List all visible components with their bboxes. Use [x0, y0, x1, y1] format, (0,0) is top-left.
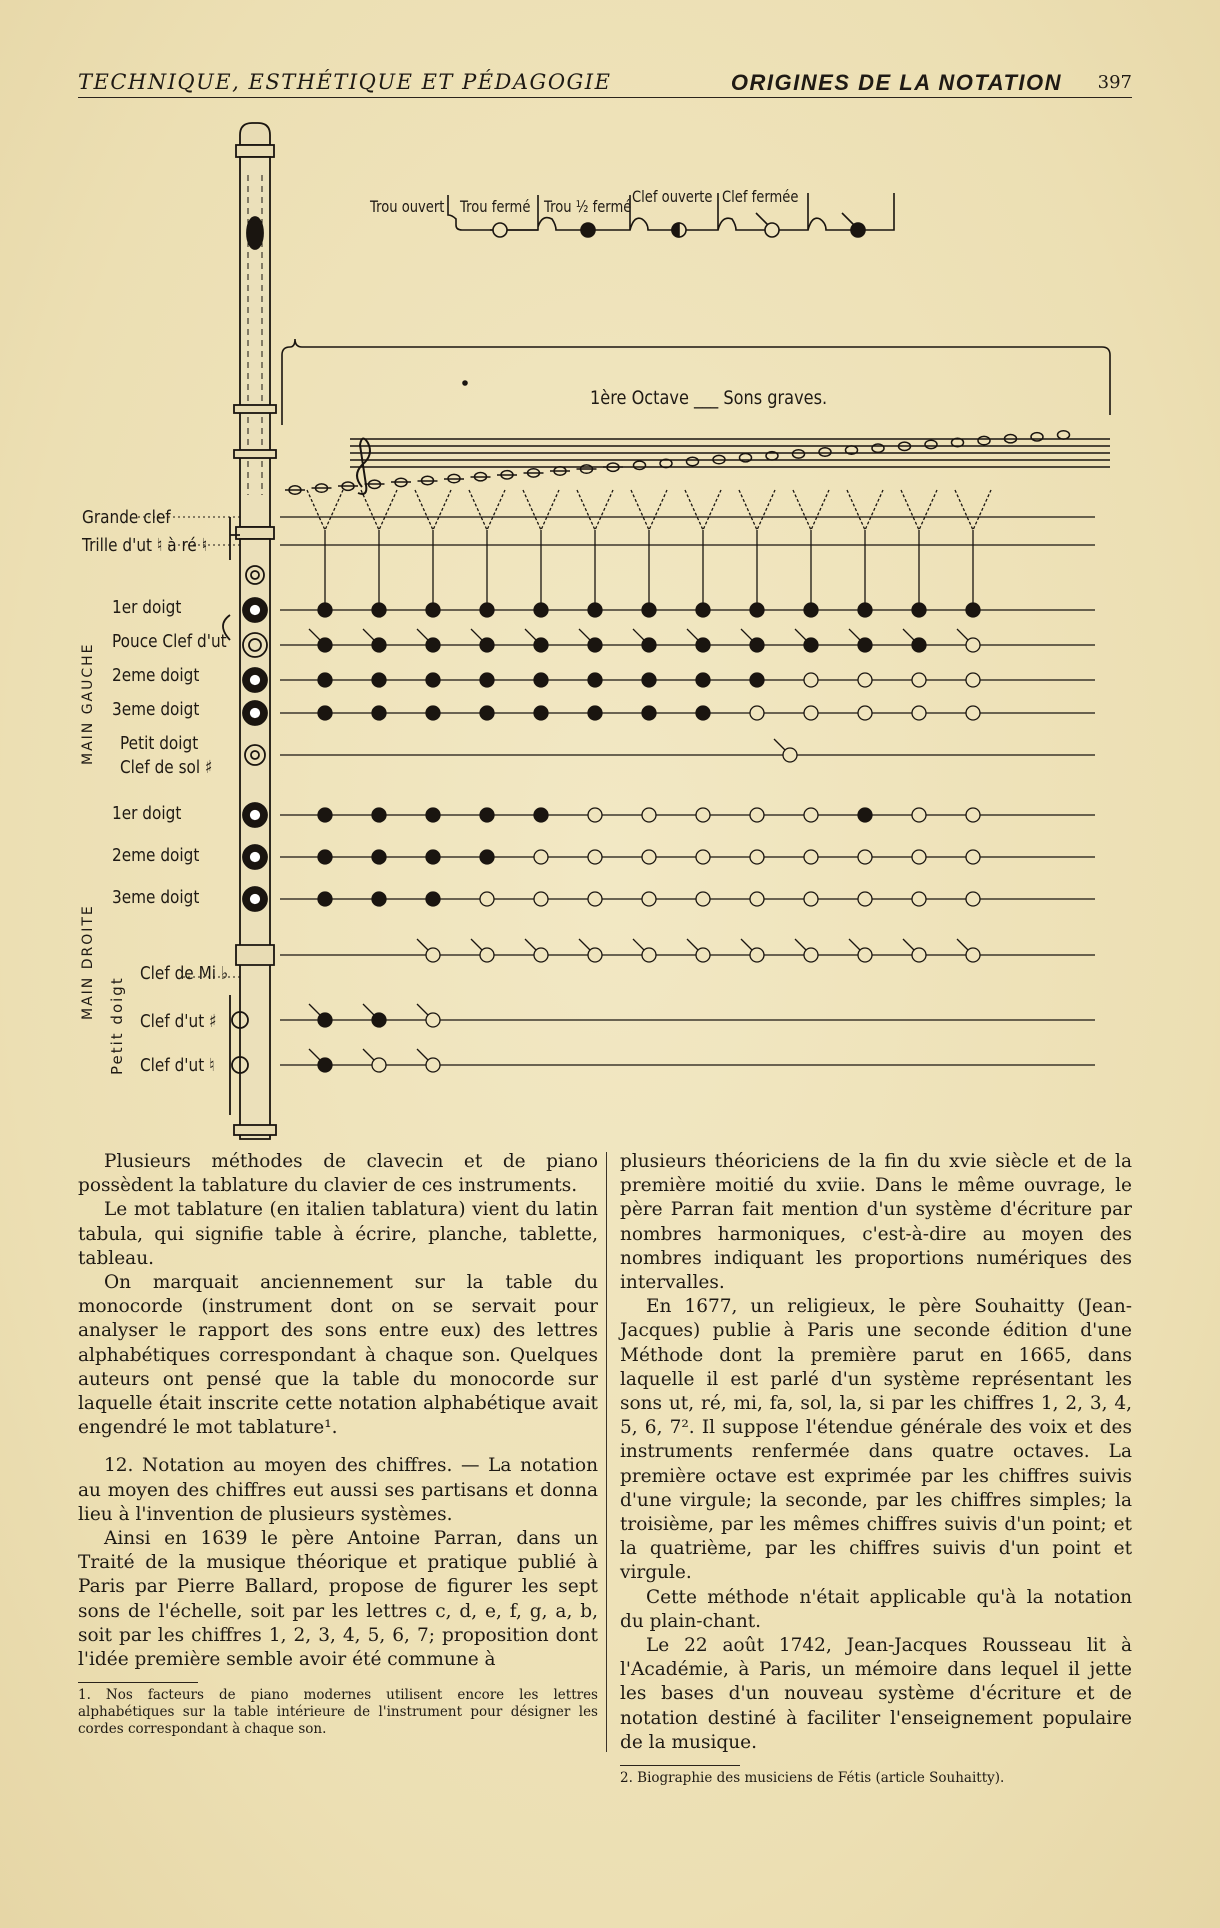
- key-closed: [642, 638, 656, 652]
- key-stem: [309, 629, 320, 640]
- hole-closed: [750, 603, 764, 617]
- hole-open: [588, 850, 602, 864]
- note-head: [1058, 431, 1070, 439]
- hole-closed: [642, 673, 656, 687]
- paragraph-theoriciens: plusieurs théoriciens de la fin du xvie siècle et de la première moitié du xviie. Dans le même ouvrage, le père Parran fait mention d'un système d'écriture par nombres harmoniques, c'est-à-dire au moyen des nombres indiquant les proportions numériques des intervalles.: [620, 1151, 1132, 1294]
- key-stem: [471, 629, 482, 640]
- key-stem: [849, 939, 860, 950]
- key-stem: [774, 739, 785, 750]
- hole-closed: [426, 706, 440, 720]
- key-stem: [417, 1049, 428, 1060]
- key-stem: [525, 939, 536, 950]
- paragraph-clavecin: Plusieurs méthodes de clavecin et de piano possèdent la tablature du clavier de ces instruments.: [78, 1151, 598, 1197]
- hole-open: [912, 808, 926, 822]
- key-closed: [750, 638, 764, 652]
- key-stem: [309, 1049, 320, 1060]
- key-open: [966, 638, 980, 652]
- label-pouce: Pouce Clef d'ut: [112, 631, 227, 652]
- key-closed: [318, 1013, 332, 1027]
- label-petit-doigt: Petit doigt: [120, 733, 199, 754]
- header-right-title: ORIGINES DE LA NOTATION: [730, 70, 1062, 95]
- note-head: [687, 457, 699, 465]
- hole-closed: [534, 673, 548, 687]
- hole-closed: [588, 706, 602, 720]
- key-closed: [804, 638, 818, 652]
- key-open: [858, 948, 872, 962]
- note-head: [819, 448, 831, 456]
- key-open: [426, 1058, 440, 1072]
- column-divider: [606, 1152, 607, 1752]
- paragraph-parran: Ainsi en 1639 le père Antoine Parran, dans un Traité de la musique théorique et pratique publié à Paris par Pierre Ballard, propose de figurer les sept sons de l'échelle, soit par les lettres c, d, e, f, g, a, b, soit par les chiffres 1, 2, 3, 4, 5, 6, 7; proposition dont l'idée première semble avoir été commune à: [78, 1528, 598, 1671]
- key-open: [696, 948, 710, 962]
- funnel: [523, 490, 559, 530]
- key-open: [804, 948, 818, 962]
- hole-open: [966, 850, 980, 864]
- key-stem: [579, 939, 590, 950]
- hole-open: [480, 892, 494, 906]
- label-g-3eme-doigt: 3eme doigt: [112, 699, 200, 720]
- hole-open: [750, 850, 764, 864]
- hole-closed: [804, 603, 818, 617]
- hole-open: [966, 673, 980, 687]
- paragraph-souhaitty: En 1677, un religieux, le père Souhaitty (Jean-Jacques) publie à Paris une seconde édition d'une Méthode dont la première parut en 1665, dans laquelle il est parlé d'un système représentant les sons ut, ré, mi, fa, sol, la, si par les chiffres 1, 2, 3, 4, 5, 6, 7². Il suppose l'étendue générale des voix et des instruments renfermée dans quatre octaves. La première octave est exprimée par les chiffres suivis d'une virgule; la seconde, par les chiffres simples; la troisième, par les mêmes chiffres suivis d'un point; et la quatrième, par les chiffres suivis d'un point et virgule.: [620, 1296, 1132, 1584]
- key-stem: [795, 939, 806, 950]
- label-main-gauche: MAIN GAUCHE: [80, 642, 96, 765]
- hole-open: [750, 892, 764, 906]
- key-closed: [858, 638, 872, 652]
- key-stem: [363, 629, 374, 640]
- label-trille: Trille d'ut ♮ à ré ♮: [82, 535, 208, 556]
- hole-open: [696, 892, 710, 906]
- hole-open: [858, 892, 872, 906]
- hole-open: [696, 808, 710, 822]
- hole-closed: [372, 892, 386, 906]
- hole-open: [912, 892, 926, 906]
- key-stem: [633, 939, 644, 950]
- hole-open: [804, 706, 818, 720]
- hole-closed: [372, 706, 386, 720]
- key-open: [750, 948, 764, 962]
- hole-closed: [480, 850, 494, 864]
- label-clef-mi-bemol: Clef de Mi ♭: [140, 963, 229, 984]
- paragraph-notation-chiffres: 12. Notation au moyen des chiffres. — La notation au moyen des chiffres eut aussi ses partisans et donna lieu à l'invention de plusieurs systèmes.: [78, 1455, 598, 1525]
- hole-closed: [912, 603, 926, 617]
- header-left-title: TECHNIQUE, ESTHÉTIQUE ET PÉDAGOGIE: [78, 70, 612, 94]
- label-clef-sol: Clef de sol ♯: [120, 757, 213, 778]
- key-stem: [687, 939, 698, 950]
- key-closed: [534, 638, 548, 652]
- key-open: [480, 948, 494, 962]
- key-open: [534, 948, 548, 962]
- key-stem: [957, 629, 968, 640]
- key-open: [372, 1058, 386, 1072]
- note-head: [978, 436, 990, 444]
- hole-closed: [318, 673, 332, 687]
- label-d-2eme-doigt: 2eme doigt: [112, 845, 200, 866]
- label-grande-clef: Grande clef: [82, 507, 171, 528]
- note-head: [634, 461, 646, 469]
- legend-clef-ouverte: Clef ouverte: [632, 187, 713, 206]
- paragraph-tablature: Le mot tablature (en italien tablatura) vient du latin tabula, qui signifie table à écrire, planche, tablette, tableau.: [78, 1199, 598, 1269]
- key-closed: [372, 1013, 386, 1027]
- flute-fingering-figure: [80, 115, 1130, 1145]
- hole-open: [750, 706, 764, 720]
- hole-open: [912, 850, 926, 864]
- key-open: [426, 948, 440, 962]
- hole-open: [696, 850, 710, 864]
- key-closed: [318, 638, 332, 652]
- hole-closed: [588, 673, 602, 687]
- right-column: [620, 1150, 1132, 1787]
- hole-closed: [750, 673, 764, 687]
- hole-open: [588, 892, 602, 906]
- funnel: [415, 490, 451, 530]
- note-head: [793, 450, 805, 458]
- key-closed: [912, 638, 926, 652]
- footnote-1: 1. Nos facteurs de piano modernes utilisent encore les lettres alphabétiques sur la table intérieure de l'instrument pour désigner les cordes correspondant à chaque son.: [78, 1687, 598, 1738]
- footnote-2: 2. Biographie des musiciens de Fétis (article Souhaitty).: [620, 1770, 1005, 1787]
- hole-open: [966, 892, 980, 906]
- key-stem: [525, 629, 536, 640]
- legend-trou-ferme: Trou fermé: [460, 197, 531, 216]
- key-stem: [309, 1004, 320, 1015]
- funnel: [739, 490, 775, 530]
- key-open: [426, 1013, 440, 1027]
- key-stem: [633, 629, 644, 640]
- hole-open: [642, 850, 656, 864]
- legend-trou-ouvert: Trou ouvert: [370, 197, 445, 216]
- hole-closed: [318, 603, 332, 617]
- hole-open: [642, 892, 656, 906]
- key-stem: [741, 629, 752, 640]
- label-g-2eme-doigt: 2eme doigt: [112, 665, 200, 686]
- key-stem: [687, 629, 698, 640]
- legend-clef-fermee: Clef fermée: [722, 187, 799, 206]
- hole-closed: [318, 808, 332, 822]
- hole-closed: [372, 603, 386, 617]
- footnote-rule-right: [620, 1765, 740, 1766]
- funnel: [793, 490, 829, 530]
- hole-open: [642, 808, 656, 822]
- hole-open: [804, 892, 818, 906]
- hole-closed: [372, 673, 386, 687]
- key-closed: [588, 638, 602, 652]
- footnote-rule: [78, 1682, 198, 1683]
- label-clef-ut-becarre: Clef d'ut ♮: [140, 1055, 215, 1076]
- hole-closed: [696, 673, 710, 687]
- hole-closed: [318, 706, 332, 720]
- hole-open: [912, 673, 926, 687]
- key-stem: [363, 1049, 374, 1060]
- funnel: [307, 490, 343, 530]
- octave-title: 1ère Octave ___ Sons graves.: [590, 387, 828, 409]
- hole-closed: [372, 808, 386, 822]
- running-header: [78, 70, 1132, 104]
- hole-closed: [426, 673, 440, 687]
- hole-closed: [426, 603, 440, 617]
- funnel: [901, 490, 937, 530]
- hole-closed: [426, 892, 440, 906]
- note-sequence: [285, 431, 1070, 495]
- key-open: [966, 948, 980, 962]
- key-stem: [903, 629, 914, 640]
- key-open: [783, 748, 797, 762]
- hole-open: [804, 673, 818, 687]
- hole-open: [804, 850, 818, 864]
- hole-open: [804, 808, 818, 822]
- key-closed: [318, 1058, 332, 1072]
- hole-closed: [642, 603, 656, 617]
- label-d-1er-doigt: 1er doigt: [112, 803, 182, 824]
- left-column: [78, 1150, 598, 1738]
- funnel: [685, 490, 721, 530]
- funnel: [631, 490, 667, 530]
- key-stem: [417, 939, 428, 950]
- hole-open: [858, 706, 872, 720]
- paragraph-plain-chant: Cette méthode n'était applicable qu'à la notation du plain-chant.: [620, 1586, 1132, 1632]
- hole-open: [534, 892, 548, 906]
- key-stem: [903, 939, 914, 950]
- funnel: [577, 490, 613, 530]
- label-main-droite: MAIN DROITE: [80, 904, 96, 1020]
- hole-open: [858, 673, 872, 687]
- note-head: [925, 440, 937, 448]
- key-closed: [372, 638, 386, 652]
- hole-closed: [318, 850, 332, 864]
- hole-closed: [480, 603, 494, 617]
- hole-closed: [588, 603, 602, 617]
- hole-closed: [696, 706, 710, 720]
- hole-closed: [858, 808, 872, 822]
- hole-closed: [480, 706, 494, 720]
- funnel: [955, 490, 991, 530]
- funnel: [469, 490, 505, 530]
- funnel: [847, 490, 883, 530]
- key-stem: [741, 939, 752, 950]
- label-clef-ut-diese: Clef d'ut ♯: [140, 1011, 217, 1032]
- hole-closed: [318, 892, 332, 906]
- label-petit-doigt-vertical: Petit doigt: [108, 976, 126, 1075]
- key-stem: [579, 629, 590, 640]
- key-closed: [696, 638, 710, 652]
- key-closed: [480, 638, 494, 652]
- fingering-diagram: [90, 115, 1130, 1145]
- hole-closed: [696, 603, 710, 617]
- hole-open: [966, 808, 980, 822]
- key-stem: [363, 1004, 374, 1015]
- key-closed: [426, 638, 440, 652]
- key-stem: [417, 629, 428, 640]
- hole-closed: [480, 673, 494, 687]
- key-stem: [849, 629, 860, 640]
- key-stem: [957, 939, 968, 950]
- key-open: [588, 948, 602, 962]
- funnel: [361, 490, 397, 530]
- label-d-3eme-doigt: 3eme doigt: [112, 887, 200, 908]
- hole-open: [912, 706, 926, 720]
- key-stem: [471, 939, 482, 950]
- legend-trou-demi-ferme: Trou ½ fermé: [544, 197, 632, 216]
- hole-closed: [534, 706, 548, 720]
- hole-closed: [480, 808, 494, 822]
- hole-closed: [534, 808, 548, 822]
- key-open: [912, 948, 926, 962]
- hole-closed: [858, 603, 872, 617]
- hole-closed: [426, 850, 440, 864]
- hole-open: [534, 850, 548, 864]
- hole-open: [750, 808, 764, 822]
- label-g-1er-doigt: 1er doigt: [112, 597, 182, 618]
- hole-open: [588, 808, 602, 822]
- key-stem: [417, 1004, 428, 1015]
- hole-closed: [372, 850, 386, 864]
- key-open: [642, 948, 656, 962]
- hole-closed: [534, 603, 548, 617]
- paragraph-rousseau: Le 22 août 1742, Jean-Jacques Rousseau lit à l'Académie, à Paris, un mémoire dans lequel il jette les bases d'un nouveau système d'écriture et de notation destiné à faciliter l'enseignement populaire de la musique.: [620, 1635, 1132, 1753]
- hole-closed: [642, 706, 656, 720]
- paragraph-monocorde: On marquait anciennement sur la table du monocorde (instrument dont on se servait pour analyser le rapport des sons entre eux) des lettres alphabétiques correspondant à chaque son. Quelques auteurs ont pensé que la table du monocorde sur laquelle était inscrite cette notation alphabétique avait engendré le mot tablature¹.: [78, 1272, 598, 1439]
- hole-closed: [426, 808, 440, 822]
- hole-open: [858, 850, 872, 864]
- hole-open: [966, 706, 980, 720]
- key-stem: [795, 629, 806, 640]
- hole-closed: [966, 603, 980, 617]
- header-rule: [78, 97, 1132, 98]
- page-number: 397: [1097, 72, 1132, 93]
- note-funnels: [307, 490, 991, 610]
